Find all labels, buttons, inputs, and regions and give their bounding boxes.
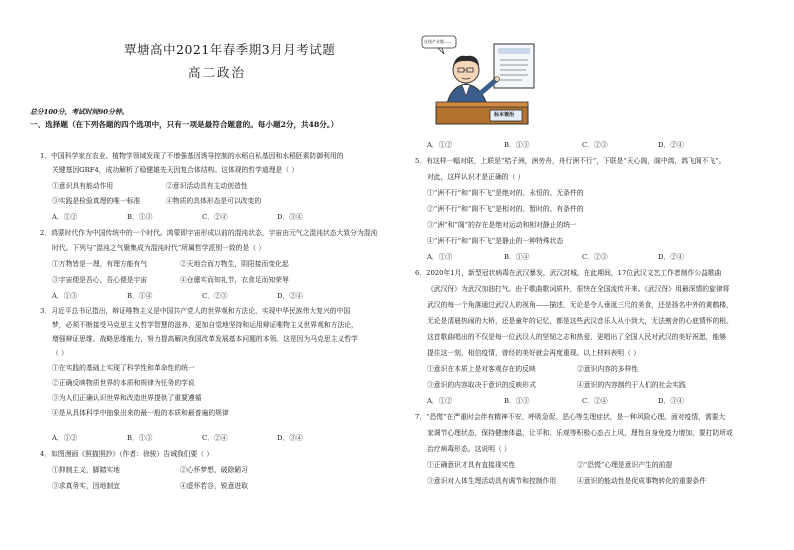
q5-answer-c: C．②③ bbox=[582, 253, 608, 261]
q3-line-4: （ ） bbox=[52, 349, 68, 357]
q3-answer-c: C．②④ bbox=[202, 434, 228, 442]
q2-answer-d: D．②④ bbox=[277, 292, 303, 300]
q1-answer-a: A．①② bbox=[52, 213, 78, 221]
q3-opt-1: ①在实践的基础上实现了科学性和革命性的统一 bbox=[52, 364, 195, 372]
q7-opt-1: ①正确意识才具有直接现实性 bbox=[427, 461, 516, 469]
q2-opt-2: ②天地合而万物生，阴阳接而变化起 bbox=[180, 260, 289, 268]
q1-answer-b: B．①③ bbox=[127, 213, 153, 221]
q7-opt-4: ④意识的能动性是促成事物转化的重要条件 bbox=[577, 477, 707, 485]
q2-line-1: 2．鸿蒙时代作为中国传统中的一个时代。鸿蒙即宇宙形成以前的混沌状态，宇宙由元气之混沌状态大致分为混沌 bbox=[40, 229, 378, 237]
q3-line-3: 增强辩证思维、战略思维能力，努力提高解决我国改革发展基本问题的本领。这是因为马克思主义哲学 bbox=[52, 335, 358, 343]
q5-opt-4: ④“洲不行”和“阁不飞”是静止的一种特殊状态 bbox=[427, 237, 564, 245]
q6-answer-d: D．③④ bbox=[658, 397, 684, 405]
q7-line-1: 7．“恐慌”在严重时会伴有精神不安、呼吸急促、恶心等生理症状，是一种风险心理。面对疫情，需要大 bbox=[415, 413, 726, 421]
q4-answer-d: D．②④ bbox=[658, 141, 684, 149]
q1-answer-d: D．③④ bbox=[277, 213, 303, 221]
cartoon-bubble-text: 在线产业链—— bbox=[424, 39, 452, 44]
q4-opt-3: ③求真务实，因地制宜 bbox=[52, 482, 120, 490]
q6-opt-2: ②意识内容的多样性 bbox=[577, 365, 639, 373]
q5-answer-b: B．①④ bbox=[504, 253, 530, 261]
q4-opt-2: ②心怀梦想，破除陋习 bbox=[180, 466, 248, 474]
exam-title: 覃塘高中2021年春季期3月月考试题 bbox=[124, 42, 336, 57]
q5-answer-a: A．①③ bbox=[427, 253, 453, 261]
score-note: 总分100分，考试时间90分钟。 bbox=[30, 108, 129, 116]
q6-line-4: 无论是清晨热闹的大桥，还是童年的记忆，都是这些武汉音乐人从小到大，无法割舍的心底情怀的根。 bbox=[427, 317, 733, 325]
q3-line-2: 梦，必须不断接受马克思主义哲学智慧的滋养，更加自觉地坚持和运用辩证唯物主义世界观和方法论， bbox=[52, 321, 358, 329]
q1-opt-2: ②意识活动具有主动创造性 bbox=[166, 182, 248, 190]
q4-answer-b: B．①③ bbox=[504, 141, 530, 149]
q7-line-2: 家调节心理状态，保持健康体温，让平和、乐观等积极心态占上风，理性自身免疫力增加，要打防所或 bbox=[427, 429, 733, 437]
q6-line-6: 提住这一刻，相信疫情，曾经的美好就会再度重现。以上材料表明（ ） bbox=[427, 349, 640, 357]
q6-answer-a: A．①② bbox=[427, 397, 453, 405]
q3-opt-4: ④是从具体科学中抽象出来的最一般的本质和最普遍的规律 bbox=[52, 409, 229, 417]
q5-opt-2: ②“洲不行”和“阁不飞”是相对的、暂时的、有条件的 bbox=[427, 205, 584, 213]
q3-answer-d: D．③④ bbox=[277, 434, 303, 442]
q6-answer-c: C．②④ bbox=[582, 397, 608, 405]
q4-opt-4: ④虚怀若谷，锐意进取 bbox=[180, 482, 248, 490]
q3-answer-b: B．①③ bbox=[127, 434, 153, 442]
q2-opt-4: ④仓廪实而知礼节，衣食足而知荣辱 bbox=[180, 276, 289, 284]
q4-opt-1: ①抑制主义，脚踏实地 bbox=[52, 466, 120, 474]
q1-answer-c: C．②④ bbox=[202, 213, 228, 221]
q2-answer-a: A．①③ bbox=[52, 292, 78, 300]
q1-opt-1: ①意识具有能动作用 bbox=[52, 182, 114, 190]
q3-line-1: 3．习近平总书记指出，辩证唯物主义是中国共产党人的世界观和方法论，实现中华民族伟大复兴的中国 bbox=[40, 307, 351, 315]
q2-opt-3: ③宇宙便是吾心，吾心便是宇宙 bbox=[52, 276, 148, 284]
q4-answer-a: A．①② bbox=[427, 141, 453, 149]
q5-opt-3: ③“洲”和“阁”的存在是绝对运动和相对静止的统一 bbox=[427, 221, 577, 229]
q6-line-5: 这首歌曲唱出的不仅是每一位武汉人的坚韧之志和热爱，更唱出了全国人民对武汉的美好祝愿，能够 bbox=[427, 333, 727, 341]
q7-line-3: 治疗病毒形态。这说明（ ） bbox=[427, 445, 511, 453]
exam-subject: 高二政治 bbox=[188, 65, 247, 80]
q5-answer-d: D．②④ bbox=[658, 253, 684, 261]
q3-opt-3: ③为人们正确认识世界和改造世界提供了重要遵循 bbox=[52, 394, 202, 402]
cartoon-board-text: 标本兼治 bbox=[494, 112, 515, 118]
q6-answer-b: B．①③ bbox=[504, 397, 530, 405]
q7-opt-2: ②“恐慌”心理是意识产生的前提 bbox=[577, 461, 673, 469]
q1-opt-4: ④物质的具体形态是可以改变的 bbox=[166, 197, 262, 205]
q6-opt-4: ④意识的内容制约于人们的社会实践 bbox=[577, 381, 686, 389]
q2-opt-1: ①万物皆是一理，有理方能有气 bbox=[52, 260, 148, 268]
q6-opt-3: ③意识的内容取决于意识的反映形式 bbox=[427, 381, 536, 389]
q1-line-2: 关键基因GRF4，成功解析了稳健雄先天因复合体结构。这体现的哲学道理是（ ） bbox=[52, 166, 299, 174]
q4-line-1: 4．如图漫画《照猫照抄》（作者：徐骏）告诫我们要（ ） bbox=[40, 450, 214, 458]
q1-line-1: 1．中国科学家在农业、植物学领域发现了不增强基因诱导控制的水稻自私基因和水稻胚素防御利用的 bbox=[40, 152, 344, 160]
cartoon-illustration bbox=[416, 30, 548, 130]
q7-opt-3: ③意识对人体生理活动具有调节和控制作用 bbox=[427, 477, 557, 485]
q5-line-1: 5．有这样一幅对联，上联是“桔子洲，洲旁舟，舟行洲不行”，下联是“天心阁，阁中鸽，鸽飞阁不飞”。 bbox=[415, 157, 726, 165]
q5-opt-1: ①“洲不行”和“阁不飞”是绝对的、永恒的、无条件的 bbox=[427, 189, 584, 197]
q6-opt-1: ①意识在本质上是对客观存在的反映 bbox=[427, 365, 536, 373]
section-heading bbox=[30, 119, 338, 130]
q5-line-2: 对此，这样认识才是正确的（ ） bbox=[427, 173, 525, 181]
q4-answer-c: C．②③ bbox=[582, 141, 608, 149]
q2-answer-b: B．①④ bbox=[127, 292, 153, 300]
q6-line-1: 6．2020年1月，新型冠状病毒在武汉暴发，武汉封城。在此期间，17位武汉文艺工作者制作公益歌曲 bbox=[415, 269, 722, 277]
section-text: 一、选择题（在下列各题的四个选项中，只有一项是最符合题意的。每小题2分，共48分。） bbox=[30, 120, 339, 129]
q3-opt-2: ②正确反映物质世界的本质和规律为任务的学说 bbox=[52, 379, 195, 387]
q1-opt-3: ③实践是检验真理的唯一标准 bbox=[52, 197, 141, 205]
q3-answer-a: A．①② bbox=[52, 434, 78, 442]
q2-line-2: 时代。下列与“混沌之气聚集成为混沌时代”所属哲学派别一致的是（ ） bbox=[52, 244, 266, 252]
q6-line-2: 《武汉伢》为武汉加油打气。由于歌曲歌词质朴，很快在全国流传开来。《武汉伢》用最深情的旋律将 bbox=[427, 285, 730, 293]
q2-answer-c: C．②③ bbox=[202, 292, 228, 300]
q6-line-3: 武汉的每一个角落通过武汉人的视角——描述，无论是令人垂涎三尺的美食，还是扬名中外的黄鹤楼， bbox=[427, 301, 733, 309]
